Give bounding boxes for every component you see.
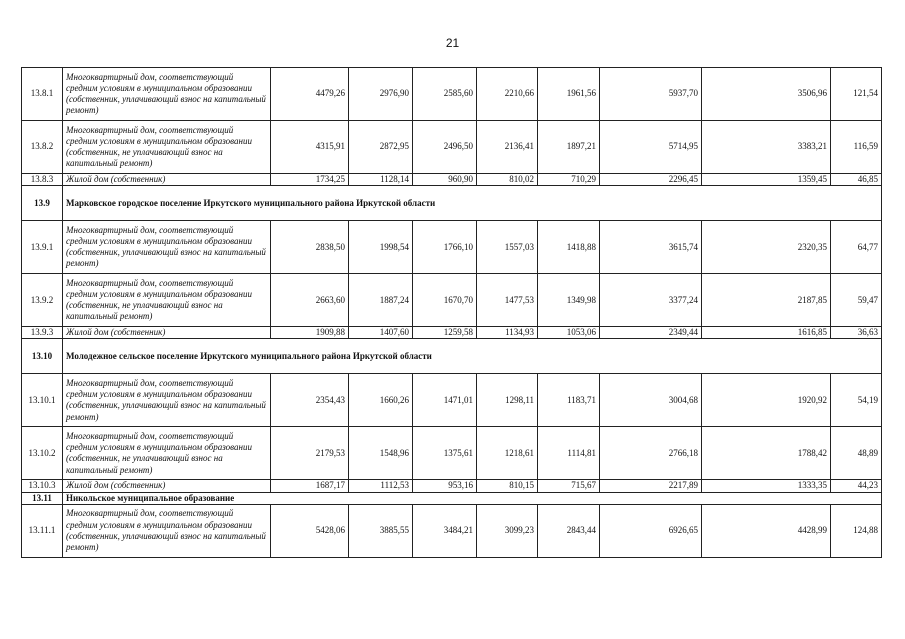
value-cell: 1418,88 — [538, 221, 600, 274]
value-cell: 4479,26 — [271, 68, 349, 121]
section-code: 13.10 — [22, 339, 63, 374]
section-row — [22, 492, 882, 504]
table-row — [22, 174, 882, 186]
value-cell: 2843,44 — [538, 504, 600, 557]
table-row — [22, 480, 882, 492]
row-code: 13.10.2 — [22, 427, 63, 480]
value-cell: 4428,99 — [702, 504, 831, 557]
value-cell: 810,02 — [477, 174, 538, 186]
value-cell: 59,47 — [831, 274, 882, 327]
value-cell: 1477,53 — [477, 274, 538, 327]
value-cell: 1998,54 — [349, 221, 413, 274]
value-cell: 1359,45 — [702, 174, 831, 186]
tariff-table — [21, 67, 882, 558]
row-code: 13.9.1 — [22, 221, 63, 274]
value-cell: 1687,17 — [271, 480, 349, 492]
value-cell: 1349,98 — [538, 274, 600, 327]
value-cell: 3004,68 — [600, 374, 702, 427]
value-cell: 1557,03 — [477, 221, 538, 274]
value-cell: 1112,53 — [349, 480, 413, 492]
section-title: Марковское городское поселение Иркутского муниципального района Иркутской области — [63, 186, 882, 221]
row-description: Многоквартирный дом, соответствующий средним условиям в муниципальном образовании (собственник, уплачивающий взнос на капитальный ремонт) — [63, 221, 271, 274]
value-cell: 2585,60 — [413, 68, 477, 121]
value-cell: 2349,44 — [600, 327, 702, 339]
row-description: Многоквартирный дом, соответствующий средним условиям в муниципальном образовании (собственник, уплачивающий взнос на капитальный ремонт) — [63, 374, 271, 427]
section-row — [22, 186, 882, 221]
value-cell: 2217,89 — [600, 480, 702, 492]
value-cell: 116,59 — [831, 121, 882, 174]
value-cell: 715,67 — [538, 480, 600, 492]
row-description: Жилой дом (собственник) — [63, 174, 271, 186]
value-cell: 3383,21 — [702, 121, 831, 174]
value-cell: 1788,42 — [702, 427, 831, 480]
row-code: 13.11.1 — [22, 504, 63, 557]
value-cell: 2872,95 — [349, 121, 413, 174]
value-cell: 1670,70 — [413, 274, 477, 327]
value-cell: 1897,21 — [538, 121, 600, 174]
value-cell: 3484,21 — [413, 504, 477, 557]
value-cell: 6926,65 — [600, 504, 702, 557]
value-cell: 1660,26 — [349, 374, 413, 427]
value-cell: 5714,95 — [600, 121, 702, 174]
value-cell: 953,16 — [413, 480, 477, 492]
value-cell: 1375,61 — [413, 427, 477, 480]
table-row — [22, 504, 882, 557]
row-description: Жилой дом (собственник) — [63, 327, 271, 339]
value-cell: 44,23 — [831, 480, 882, 492]
row-code: 13.10.1 — [22, 374, 63, 427]
value-cell: 3099,23 — [477, 504, 538, 557]
table-row — [22, 274, 882, 327]
table-row — [22, 327, 882, 339]
row-code: 13.10.3 — [22, 480, 63, 492]
value-cell: 36,63 — [831, 327, 882, 339]
value-cell: 2179,53 — [271, 427, 349, 480]
value-cell: 960,90 — [413, 174, 477, 186]
value-cell: 48,89 — [831, 427, 882, 480]
value-cell: 2838,50 — [271, 221, 349, 274]
value-cell: 2296,45 — [600, 174, 702, 186]
value-cell: 5428,06 — [271, 504, 349, 557]
value-cell: 1909,88 — [271, 327, 349, 339]
value-cell: 1766,10 — [413, 221, 477, 274]
value-cell: 1887,24 — [349, 274, 413, 327]
value-cell: 1961,56 — [538, 68, 600, 121]
row-code: 13.8.1 — [22, 68, 63, 121]
value-cell: 5937,70 — [600, 68, 702, 121]
value-cell: 1548,96 — [349, 427, 413, 480]
value-cell: 2210,66 — [477, 68, 538, 121]
value-cell: 2663,60 — [271, 274, 349, 327]
section-row — [22, 339, 882, 374]
value-cell: 2766,18 — [600, 427, 702, 480]
row-code: 13.8.2 — [22, 121, 63, 174]
value-cell: 1259,58 — [413, 327, 477, 339]
value-cell: 710,29 — [538, 174, 600, 186]
value-cell: 64,77 — [831, 221, 882, 274]
row-description: Многоквартирный дом, соответствующий средним условиям в муниципальном образовании (собственник, не уплачивающий взнос на капитальный ремонт) — [63, 274, 271, 327]
section-title: Никольское муниципальное образование — [63, 492, 882, 504]
table-row — [22, 221, 882, 274]
value-cell: 2354,43 — [271, 374, 349, 427]
value-cell: 810,15 — [477, 480, 538, 492]
row-description: Жилой дом (собственник) — [63, 480, 271, 492]
value-cell: 2187,85 — [702, 274, 831, 327]
value-cell: 1407,60 — [349, 327, 413, 339]
value-cell: 4315,91 — [271, 121, 349, 174]
section-title: Молодежное сельское поселение Иркутского муниципального района Иркутской области — [63, 339, 882, 374]
value-cell: 3615,74 — [600, 221, 702, 274]
row-description: Многоквартирный дом, соответствующий средним условиям в муниципальном образовании (собственник, не уплачивающий взнос на капитальный ремонт) — [63, 427, 271, 480]
value-cell: 1920,92 — [702, 374, 831, 427]
value-cell: 3506,96 — [702, 68, 831, 121]
value-cell: 1471,01 — [413, 374, 477, 427]
table-body — [22, 68, 882, 558]
value-cell: 1128,14 — [349, 174, 413, 186]
value-cell: 3885,55 — [349, 504, 413, 557]
row-description: Многоквартирный дом, соответствующий средним условиям в муниципальном образовании (собственник, уплачивающий взнос на капитальный ремонт) — [63, 68, 271, 121]
value-cell: 1053,06 — [538, 327, 600, 339]
value-cell: 121,54 — [831, 68, 882, 121]
section-code: 13.11 — [22, 492, 63, 504]
value-cell: 3377,24 — [600, 274, 702, 327]
row-description: Многоквартирный дом, соответствующий средним условиям в муниципальном образовании (собственник, уплачивающий взнос на капитальный ремонт) — [63, 504, 271, 557]
value-cell: 1183,71 — [538, 374, 600, 427]
value-cell: 1616,85 — [702, 327, 831, 339]
value-cell: 54,19 — [831, 374, 882, 427]
value-cell: 1218,61 — [477, 427, 538, 480]
value-cell: 2320,35 — [702, 221, 831, 274]
row-code: 13.9.2 — [22, 274, 63, 327]
table-row — [22, 427, 882, 480]
value-cell: 2496,50 — [413, 121, 477, 174]
value-cell: 1333,35 — [702, 480, 831, 492]
table-row — [22, 121, 882, 174]
table-row — [22, 68, 882, 121]
value-cell: 1298,11 — [477, 374, 538, 427]
row-code: 13.9.3 — [22, 327, 63, 339]
page-number: 21 — [445, 36, 460, 50]
value-cell: 1134,93 — [477, 327, 538, 339]
value-cell: 2976,90 — [349, 68, 413, 121]
value-cell: 1734,25 — [271, 174, 349, 186]
value-cell: 2136,41 — [477, 121, 538, 174]
row-code: 13.8.3 — [22, 174, 63, 186]
value-cell: 1114,81 — [538, 427, 600, 480]
row-description: Многоквартирный дом, соответствующий средним условиям в муниципальном образовании (собственник, не уплачивающий взнос на капитальный ремонт) — [63, 121, 271, 174]
value-cell: 124,88 — [831, 504, 882, 557]
value-cell: 46,85 — [831, 174, 882, 186]
section-code: 13.9 — [22, 186, 63, 221]
table-row — [22, 374, 882, 427]
